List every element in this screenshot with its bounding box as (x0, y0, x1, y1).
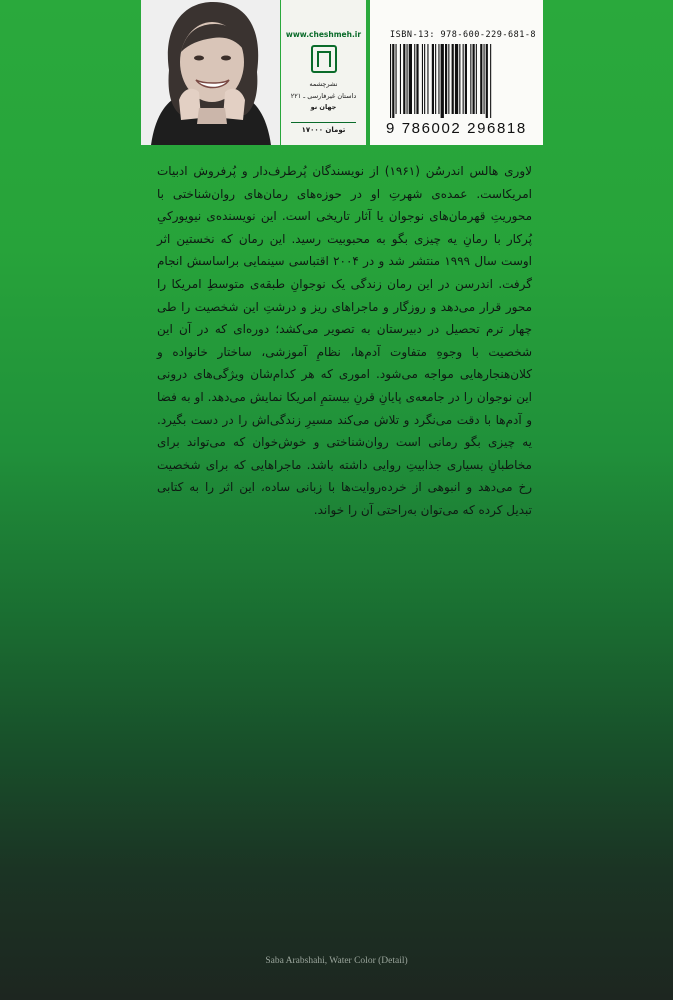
top-strip (0, 0, 673, 148)
price: ۱۷۰۰۰ تومان (291, 122, 356, 134)
collection-label: جهان نو (310, 103, 337, 111)
publisher-panel (281, 0, 366, 145)
barcode-panel (370, 0, 543, 145)
series-label: داستان غیرفارسی ـ ۲۲۱ (290, 92, 357, 100)
barcode-digits: 9 786002 296818 (386, 120, 527, 137)
back-cover-blurb: لاوری هالس اندرسُن (۱۹۶۱) از نویسندگان پُرطرف‌دار و پُرفروش ادبیات امریکاست. عمده‌ی شهرتِ او در حوزه‌های رمان‌های روان‌شناختی با محوریتِ قهرمان‌های نوجوان یا آثار تاریخی است. این نویسنده‌ی نیویورکیِ پُرکار با رمانِ یه چیزی بگو به محبوبیت رسید. این رمان که نخستین اثر اوست سال ۱۹۹۹ منتشر شد و در ۲۰۰۴ اقتباسی سینمایی براساسش انجام گرفت. اندرسن در این رمان زندگی یک نوجوانِ طبقه‌ی متوسطِ امریکا را محور قرار می‌دهد و روزگار و ماجراهای ریز و درشتِ این شخصیت را طی چهار ترم تحصیل در دبیرستان به تصویر می‌کشد؛ دوره‌ای که در آن این شخصیت با وجوهِ متفاوت آدم‌ها، نظامِ آموزشی، ساختار خانواده و کلان‌هنجارهایی مواجه می‌شود. اموری که هر کدام‌شان ویژگی‌های درونی این نوجوان را در جامعه‌ی پایانِ قرنِ بیستمِ امریکا نمایش می‌دهد. او به فضا و آدم‌ها با دقت می‌نگرد و تلاش می‌کند مسیرِ زندگی‌اش را در دست بگیرد. یه چیزی بگو رمانی است روان‌شناختی و خوش‌خوان که می‌تواند برای مخاطبانِ بسیاری جذابیتِ روایی داشته باشد. ماجراهایی که برای شخصیت رخ می‌دهد و انبوهی از خرده‌روایت‌ها با زبانی ساده، این اثر را به کتابی تبدیل کرده که می‌توان به‌راحتی آن را خواند. (157, 164, 532, 517)
author-photo (141, 0, 280, 145)
isbn-text: ISBN-13: 978-600-229-681-8 (390, 30, 537, 40)
publisher-url: www.cheshmeh.ir (285, 30, 362, 39)
barcode-icon (390, 44, 530, 118)
publisher-logo-icon (311, 45, 337, 73)
publisher-label: نشرچشمه (309, 80, 338, 88)
cover-art-credit: Saba Arabshahi, Water Color (Detail) (265, 956, 408, 966)
